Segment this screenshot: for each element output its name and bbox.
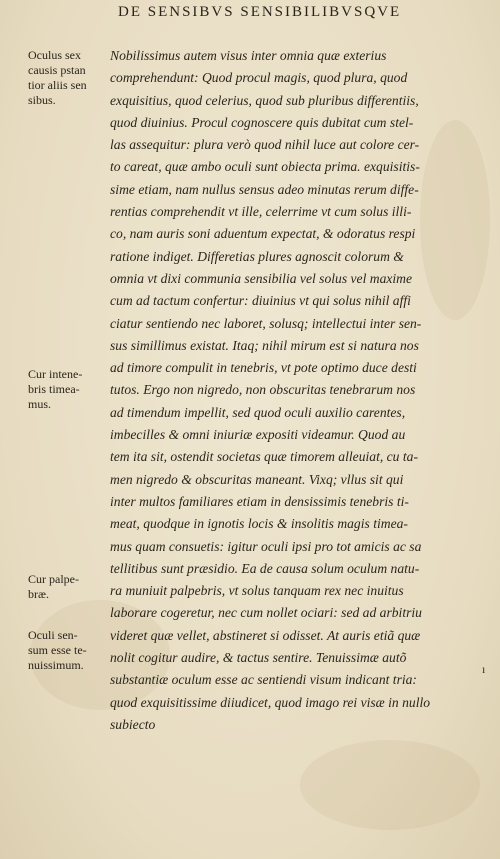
margin-note-line: sum esse te- [28,643,87,657]
margin-note-line: Oculi sen- [28,628,78,642]
text-line: substantiæ oculum esse ac sentiendi visum indicant tria: [110,672,417,688]
text-line: ra muniuit palpebris, vt solus tanquam rex nec inuitus [110,583,404,599]
text-line: cum ad tactum confertur: diuinius vt qui solus nihil affi [110,293,411,309]
text-line: to careat, quæ ambo oculi sunt obiecta prima. exquisitis- [110,159,420,175]
text-line: ratione indiget. Differetias plures agnoscit colorum & [110,248,404,264]
text-line: comprehendunt: Quod procul magis, quod plura, quod [110,70,408,86]
margin-note-line: causis pstan [28,63,86,77]
margin-tick-mark: ı [482,662,486,676]
text-line: sus simillimus existat. Itaq; nihil mirum est si natura nos [110,337,419,353]
text-line: omnia vt dixi communia sensibilia vel solus vel maxime [110,270,413,286]
margin-note-line: nuissimum. [28,658,84,672]
main-text-block [110,45,496,736]
margin-note-line: Oculus sex [28,48,81,62]
text-line: laborare cogeretur, nec cum nollet ociari: sed ad arbitriu [110,605,422,621]
margin-note-oculus [28,48,110,108]
text-line: ad timore compulit in tenebris, vt pote optimo duce desti [110,360,417,376]
text-line: quod exquisitissime diiudicet, quod imago rei visæ in nullo [110,694,431,710]
margin-note-oculi-sensum [28,628,110,673]
margin-note-line: tior aliis sen [28,78,87,92]
text-line: videret quæ vellet, abstineret si odisset. At auris etiã quæ [110,627,421,643]
text-line: tutos. Ergo non nigredo, non obscuritas tenebrarum nos [110,382,416,398]
margin-note-palpebrae [28,572,110,602]
margin-note-line: Cur intene- [28,367,83,381]
text-line: quod diuinius. Procul cognoscere quis dubitat cum stel- [110,114,414,130]
text-line: tem ita sit, ostendit societas quæ timorem alleuiat, cu ta- [110,449,418,465]
text-line: ciatur sentiendo nec laboret, solusq; intellectui inter sen- [110,315,422,331]
text-line: ad timendum impellit, sed quod oculi auxilio carentes, [110,404,406,420]
margin-note-line: mus. [28,397,52,411]
text-line: imbecilles & omni iniuriæ expositi videamur. Quod au [110,427,406,443]
text-line: sime etiam, nam nullus sensus adeo minutas rerum diffe- [110,181,419,197]
margin-note-line: sibus. [28,93,56,107]
text-line: co, nam auris soni aduentum expectat, & odoratus respi [110,226,416,242]
text-line: mus quam consuetis: igitur oculi ipsi pro tot amicis ac sa [110,538,422,554]
text-line: rentias comprehendit vt ille, celerrime vt cum solus illi- [110,204,412,220]
margin-note-line: Cur palpe- [28,572,79,586]
text-line: Nobilissimus autem visus inter omnia quæ exterius [110,48,387,63]
margin-note-line: bræ. [28,587,49,601]
text-line: nolit cogitur audire, & tactus sentire. Tenuissimæ autõ [110,650,407,666]
text-line: inter multos familiares etiam in densissimis tenebris ti- [110,493,409,509]
text-line: men nigredo & obscuritas maneant. Vixq; vllus sit qui [110,471,404,487]
text-line: exquisitius, quod celerius, quod sub pluribus differentiis, [110,92,419,108]
margin-note-tenebris [28,367,110,412]
text-line: meat, quodque in ignotis locis & insolitis magis timea- [110,516,408,532]
margin-note-line: bris timea- [28,382,80,396]
text-line: subiecto [110,716,156,732]
text-line: tellitibus sunt præsidio. Ea de causa solum oculum natu- [110,560,420,576]
text-line: las assequitur: plura verò quod nihil luce aut colore cer- [110,137,420,153]
running-header: DE SENSIBVS SENSIBILIBVSQVE [118,4,402,20]
